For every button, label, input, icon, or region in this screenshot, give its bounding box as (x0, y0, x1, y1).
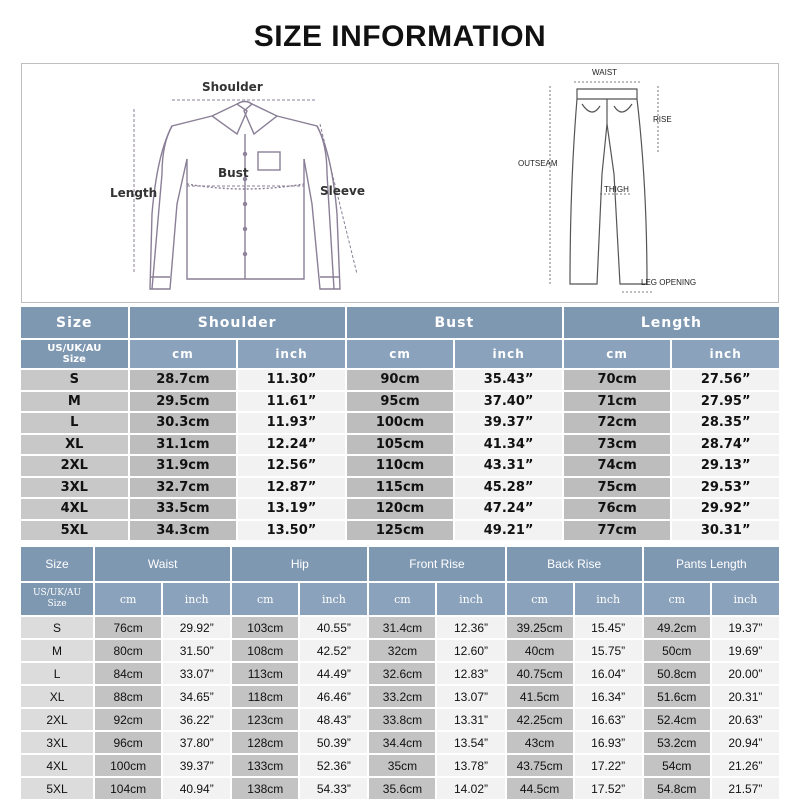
cm-value-cell: 100cm (95, 755, 161, 776)
cm-value-cell: 54cm (644, 755, 710, 776)
cm-value-cell: 32.6cm (369, 663, 435, 684)
cm-value-cell: 105cm (347, 435, 454, 455)
size-cell: L (21, 663, 93, 684)
inch-value-cell: 34.65” (163, 686, 230, 707)
size-cell: S (21, 370, 128, 390)
waist-label: WAIST (592, 68, 618, 77)
unit-inch: inch (238, 340, 345, 368)
pants-size-table (19, 545, 781, 800)
cm-value-cell: 125cm (347, 521, 454, 541)
size-cell: M (21, 640, 93, 661)
inch-value-cell: 28.35” (672, 413, 779, 433)
inch-value-cell: 46.46” (300, 686, 367, 707)
cm-value-cell: 113cm (232, 663, 298, 684)
table-row (21, 521, 779, 541)
cm-value-cell: 50.8cm (644, 663, 710, 684)
cm-value-cell: 52.4cm (644, 709, 710, 730)
inch-value-cell: 14.02” (437, 778, 504, 799)
inch-value-cell: 13.31” (437, 709, 504, 730)
size-system-line2: Size (47, 599, 67, 609)
header-shoulder: Shoulder (130, 307, 345, 338)
inch-value-cell: 42.52” (300, 640, 367, 661)
cm-value-cell: 31.9cm (130, 456, 237, 476)
table-row (21, 663, 779, 684)
shoulder-label: Shoulder (202, 80, 263, 94)
table-header-row (21, 307, 779, 338)
unit-inch: inch (575, 583, 642, 615)
header-size: Size (21, 547, 93, 581)
size-cell: XL (21, 686, 93, 707)
size-cell: 2XL (21, 456, 128, 476)
cm-value-cell: 28.7cm (130, 370, 237, 390)
cm-value-cell: 54.8cm (644, 778, 710, 799)
cm-value-cell: 110cm (347, 456, 454, 476)
size-cell: 5XL (21, 521, 128, 541)
cm-value-cell: 103cm (232, 617, 298, 638)
inch-value-cell: 13.07” (437, 686, 504, 707)
size-cell: 4XL (21, 755, 93, 776)
header-length: Length (564, 307, 779, 338)
shirt-size-table (19, 305, 781, 542)
inch-value-cell: 29.92” (163, 617, 230, 638)
table-row (21, 499, 779, 519)
size-cell: 3XL (21, 732, 93, 753)
table-row (21, 778, 779, 799)
inch-value-cell: 19.69” (712, 640, 779, 661)
cm-value-cell: 120cm (347, 499, 454, 519)
inch-value-cell: 31.50” (163, 640, 230, 661)
inch-value-cell: 19.37” (712, 617, 779, 638)
unit-inch: inch (455, 340, 562, 368)
unit-inch: inch (300, 583, 367, 615)
cm-value-cell: 76cm (95, 617, 161, 638)
cm-value-cell: 33.5cm (130, 499, 237, 519)
table-row (21, 686, 779, 707)
cm-value-cell: 42.25cm (507, 709, 573, 730)
cm-value-cell: 84cm (95, 663, 161, 684)
size-cell: 4XL (21, 499, 128, 519)
cm-value-cell: 70cm (564, 370, 670, 390)
inch-value-cell: 35.43” (455, 370, 562, 390)
cm-value-cell: 88cm (95, 686, 161, 707)
shirt-drawing (150, 102, 340, 290)
cm-value-cell: 34.4cm (369, 732, 435, 753)
cm-value-cell: 71cm (564, 392, 670, 412)
pants-size-rows (21, 617, 779, 799)
cm-value-cell: 40cm (507, 640, 573, 661)
inch-value-cell: 16.93” (575, 732, 642, 753)
inch-value-cell: 11.30” (238, 370, 345, 390)
inch-value-cell: 13.19” (238, 499, 345, 519)
rise-label: RISE (653, 115, 672, 124)
cm-value-cell: 51.6cm (644, 686, 710, 707)
unit-inch: inch (163, 583, 230, 615)
inch-value-cell: 12.87” (238, 478, 345, 498)
inch-value-cell: 37.80” (163, 732, 230, 753)
unit-inch: inch (672, 340, 779, 368)
table-row (21, 435, 779, 455)
inch-value-cell: 16.04” (575, 663, 642, 684)
inch-value-cell: 12.24” (238, 435, 345, 455)
table-row (21, 617, 779, 638)
thigh-label: THIGH (604, 185, 629, 194)
inch-value-cell: 41.34” (455, 435, 562, 455)
table-row (21, 413, 779, 433)
size-system-label (21, 340, 128, 368)
size-system-label (21, 583, 93, 615)
cm-value-cell: 95cm (347, 392, 454, 412)
cm-value-cell: 43cm (507, 732, 573, 753)
cm-value-cell: 32.7cm (130, 478, 237, 498)
inch-value-cell: 47.24” (455, 499, 562, 519)
inch-value-cell: 13.78” (437, 755, 504, 776)
inch-value-cell: 11.61” (238, 392, 345, 412)
size-cell: XL (21, 435, 128, 455)
inch-value-cell: 44.49” (300, 663, 367, 684)
unit-cm: cm (232, 583, 298, 615)
header-hip: Hip (232, 547, 367, 581)
outseam-label: OUTSEAM (518, 159, 558, 168)
measurement-diagrams (21, 63, 779, 303)
cm-value-cell: 35cm (369, 755, 435, 776)
inch-value-cell: 13.50” (238, 521, 345, 541)
cm-value-cell: 29.5cm (130, 392, 237, 412)
table-header-row (21, 547, 779, 581)
size-cell: 3XL (21, 478, 128, 498)
unit-cm: cm (644, 583, 710, 615)
size-system-line1: US/UK/AU (47, 343, 102, 354)
cm-value-cell: 40.75cm (507, 663, 573, 684)
size-system-line1: US/UK/AU (32, 588, 82, 598)
cm-value-cell: 35.6cm (369, 778, 435, 799)
inch-value-cell: 29.92” (672, 499, 779, 519)
inch-value-cell: 39.37” (455, 413, 562, 433)
garment-illustration (22, 64, 780, 304)
cm-value-cell: 31.1cm (130, 435, 237, 455)
unit-cm: cm (130, 340, 237, 368)
page-title: SIZE INFORMATION (253, 20, 547, 53)
inch-value-cell: 20.00” (712, 663, 779, 684)
header-waist: Waist (95, 547, 230, 581)
inch-value-cell: 29.53” (672, 478, 779, 498)
cm-value-cell: 133cm (232, 755, 298, 776)
cm-value-cell: 53.2cm (644, 732, 710, 753)
cm-value-cell: 49.2cm (644, 617, 710, 638)
inch-value-cell: 40.94” (163, 778, 230, 799)
inch-value-cell: 45.28” (455, 478, 562, 498)
table-row (21, 709, 779, 730)
cm-value-cell: 138cm (232, 778, 298, 799)
inch-value-cell: 49.21” (455, 521, 562, 541)
leg-opening-label: LEG OPENING (641, 278, 697, 287)
size-cell: M (21, 392, 128, 412)
inch-value-cell: 17.52” (575, 778, 642, 799)
inch-value-cell: 50.39” (300, 732, 367, 753)
inch-value-cell: 15.75” (575, 640, 642, 661)
cm-value-cell: 44.5cm (507, 778, 573, 799)
cm-value-cell: 39.25cm (507, 617, 573, 638)
table-row (21, 370, 779, 390)
cm-value-cell: 30.3cm (130, 413, 237, 433)
inch-value-cell: 48.43” (300, 709, 367, 730)
table-row (21, 456, 779, 476)
cm-value-cell: 75cm (564, 478, 670, 498)
length-label: Length (110, 186, 158, 200)
inch-value-cell: 29.13” (672, 456, 779, 476)
cm-value-cell: 100cm (347, 413, 454, 433)
inch-value-cell: 37.40” (455, 392, 562, 412)
table-unit-row (21, 340, 779, 368)
inch-value-cell: 27.95” (672, 392, 779, 412)
cm-value-cell: 123cm (232, 709, 298, 730)
cm-value-cell: 76cm (564, 499, 670, 519)
cm-value-cell: 115cm (347, 478, 454, 498)
table-row (21, 732, 779, 753)
size-cell: L (21, 413, 128, 433)
shirt-size-rows (21, 370, 779, 540)
inch-value-cell: 28.74” (672, 435, 779, 455)
cm-value-cell: 50cm (644, 640, 710, 661)
cm-value-cell: 128cm (232, 732, 298, 753)
unit-cm: cm (564, 340, 670, 368)
inch-value-cell: 21.26” (712, 755, 779, 776)
inch-value-cell: 15.45” (575, 617, 642, 638)
unit-cm: cm (507, 583, 573, 615)
table-row (21, 640, 779, 661)
unit-cm: cm (369, 583, 435, 615)
inch-value-cell: 21.57” (712, 778, 779, 799)
table-row (21, 755, 779, 776)
unit-cm: cm (347, 340, 454, 368)
inch-value-cell: 12.56” (238, 456, 345, 476)
cm-value-cell: 33.2cm (369, 686, 435, 707)
cm-value-cell: 90cm (347, 370, 454, 390)
inch-value-cell: 40.55” (300, 617, 367, 638)
cm-value-cell: 72cm (564, 413, 670, 433)
inch-value-cell: 36.22” (163, 709, 230, 730)
sleeve-label: Sleeve (320, 184, 365, 198)
inch-value-cell: 54.33” (300, 778, 367, 799)
unit-cm: cm (95, 583, 161, 615)
inch-value-cell: 20.31” (712, 686, 779, 707)
cm-value-cell: 73cm (564, 435, 670, 455)
size-cell: S (21, 617, 93, 638)
cm-value-cell: 92cm (95, 709, 161, 730)
inch-value-cell: 16.63” (575, 709, 642, 730)
cm-value-cell: 43.75cm (507, 755, 573, 776)
inch-value-cell: 12.36” (437, 617, 504, 638)
cm-value-cell: 32cm (369, 640, 435, 661)
cm-value-cell: 41.5cm (507, 686, 573, 707)
cm-value-cell: 108cm (232, 640, 298, 661)
inch-value-cell: 11.93” (238, 413, 345, 433)
table-row (21, 478, 779, 498)
inch-value-cell: 30.31” (672, 521, 779, 541)
inch-value-cell: 12.60” (437, 640, 504, 661)
size-cell: 2XL (21, 709, 93, 730)
header-pants-length: Pants Length (644, 547, 779, 581)
inch-value-cell: 20.63” (712, 709, 779, 730)
inch-value-cell: 17.22” (575, 755, 642, 776)
table-row (21, 392, 779, 412)
cm-value-cell: 34.3cm (130, 521, 237, 541)
inch-value-cell: 13.54” (437, 732, 504, 753)
inch-value-cell: 16.34” (575, 686, 642, 707)
header-size: Size (21, 307, 128, 338)
inch-value-cell: 12.83” (437, 663, 504, 684)
size-cell: 5XL (21, 778, 93, 799)
header-back-rise: Back Rise (507, 547, 642, 581)
bust-label: Bust (218, 166, 249, 180)
inch-value-cell: 20.94” (712, 732, 779, 753)
cm-value-cell: 80cm (95, 640, 161, 661)
inch-value-cell: 27.56” (672, 370, 779, 390)
cm-value-cell: 33.8cm (369, 709, 435, 730)
table-unit-row (21, 583, 779, 615)
cm-value-cell: 31.4cm (369, 617, 435, 638)
unit-inch: inch (437, 583, 504, 615)
cm-value-cell: 74cm (564, 456, 670, 476)
inch-value-cell: 43.31” (455, 456, 562, 476)
cm-value-cell: 104cm (95, 778, 161, 799)
header-bust: Bust (347, 307, 562, 338)
inch-value-cell: 52.36” (300, 755, 367, 776)
inch-value-cell: 33.07” (163, 663, 230, 684)
inch-value-cell: 39.37” (163, 755, 230, 776)
cm-value-cell: 96cm (95, 732, 161, 753)
cm-value-cell: 77cm (564, 521, 670, 541)
header-front-rise: Front Rise (369, 547, 504, 581)
size-system-line2: Size (62, 354, 86, 365)
unit-inch: inch (712, 583, 779, 615)
cm-value-cell: 118cm (232, 686, 298, 707)
